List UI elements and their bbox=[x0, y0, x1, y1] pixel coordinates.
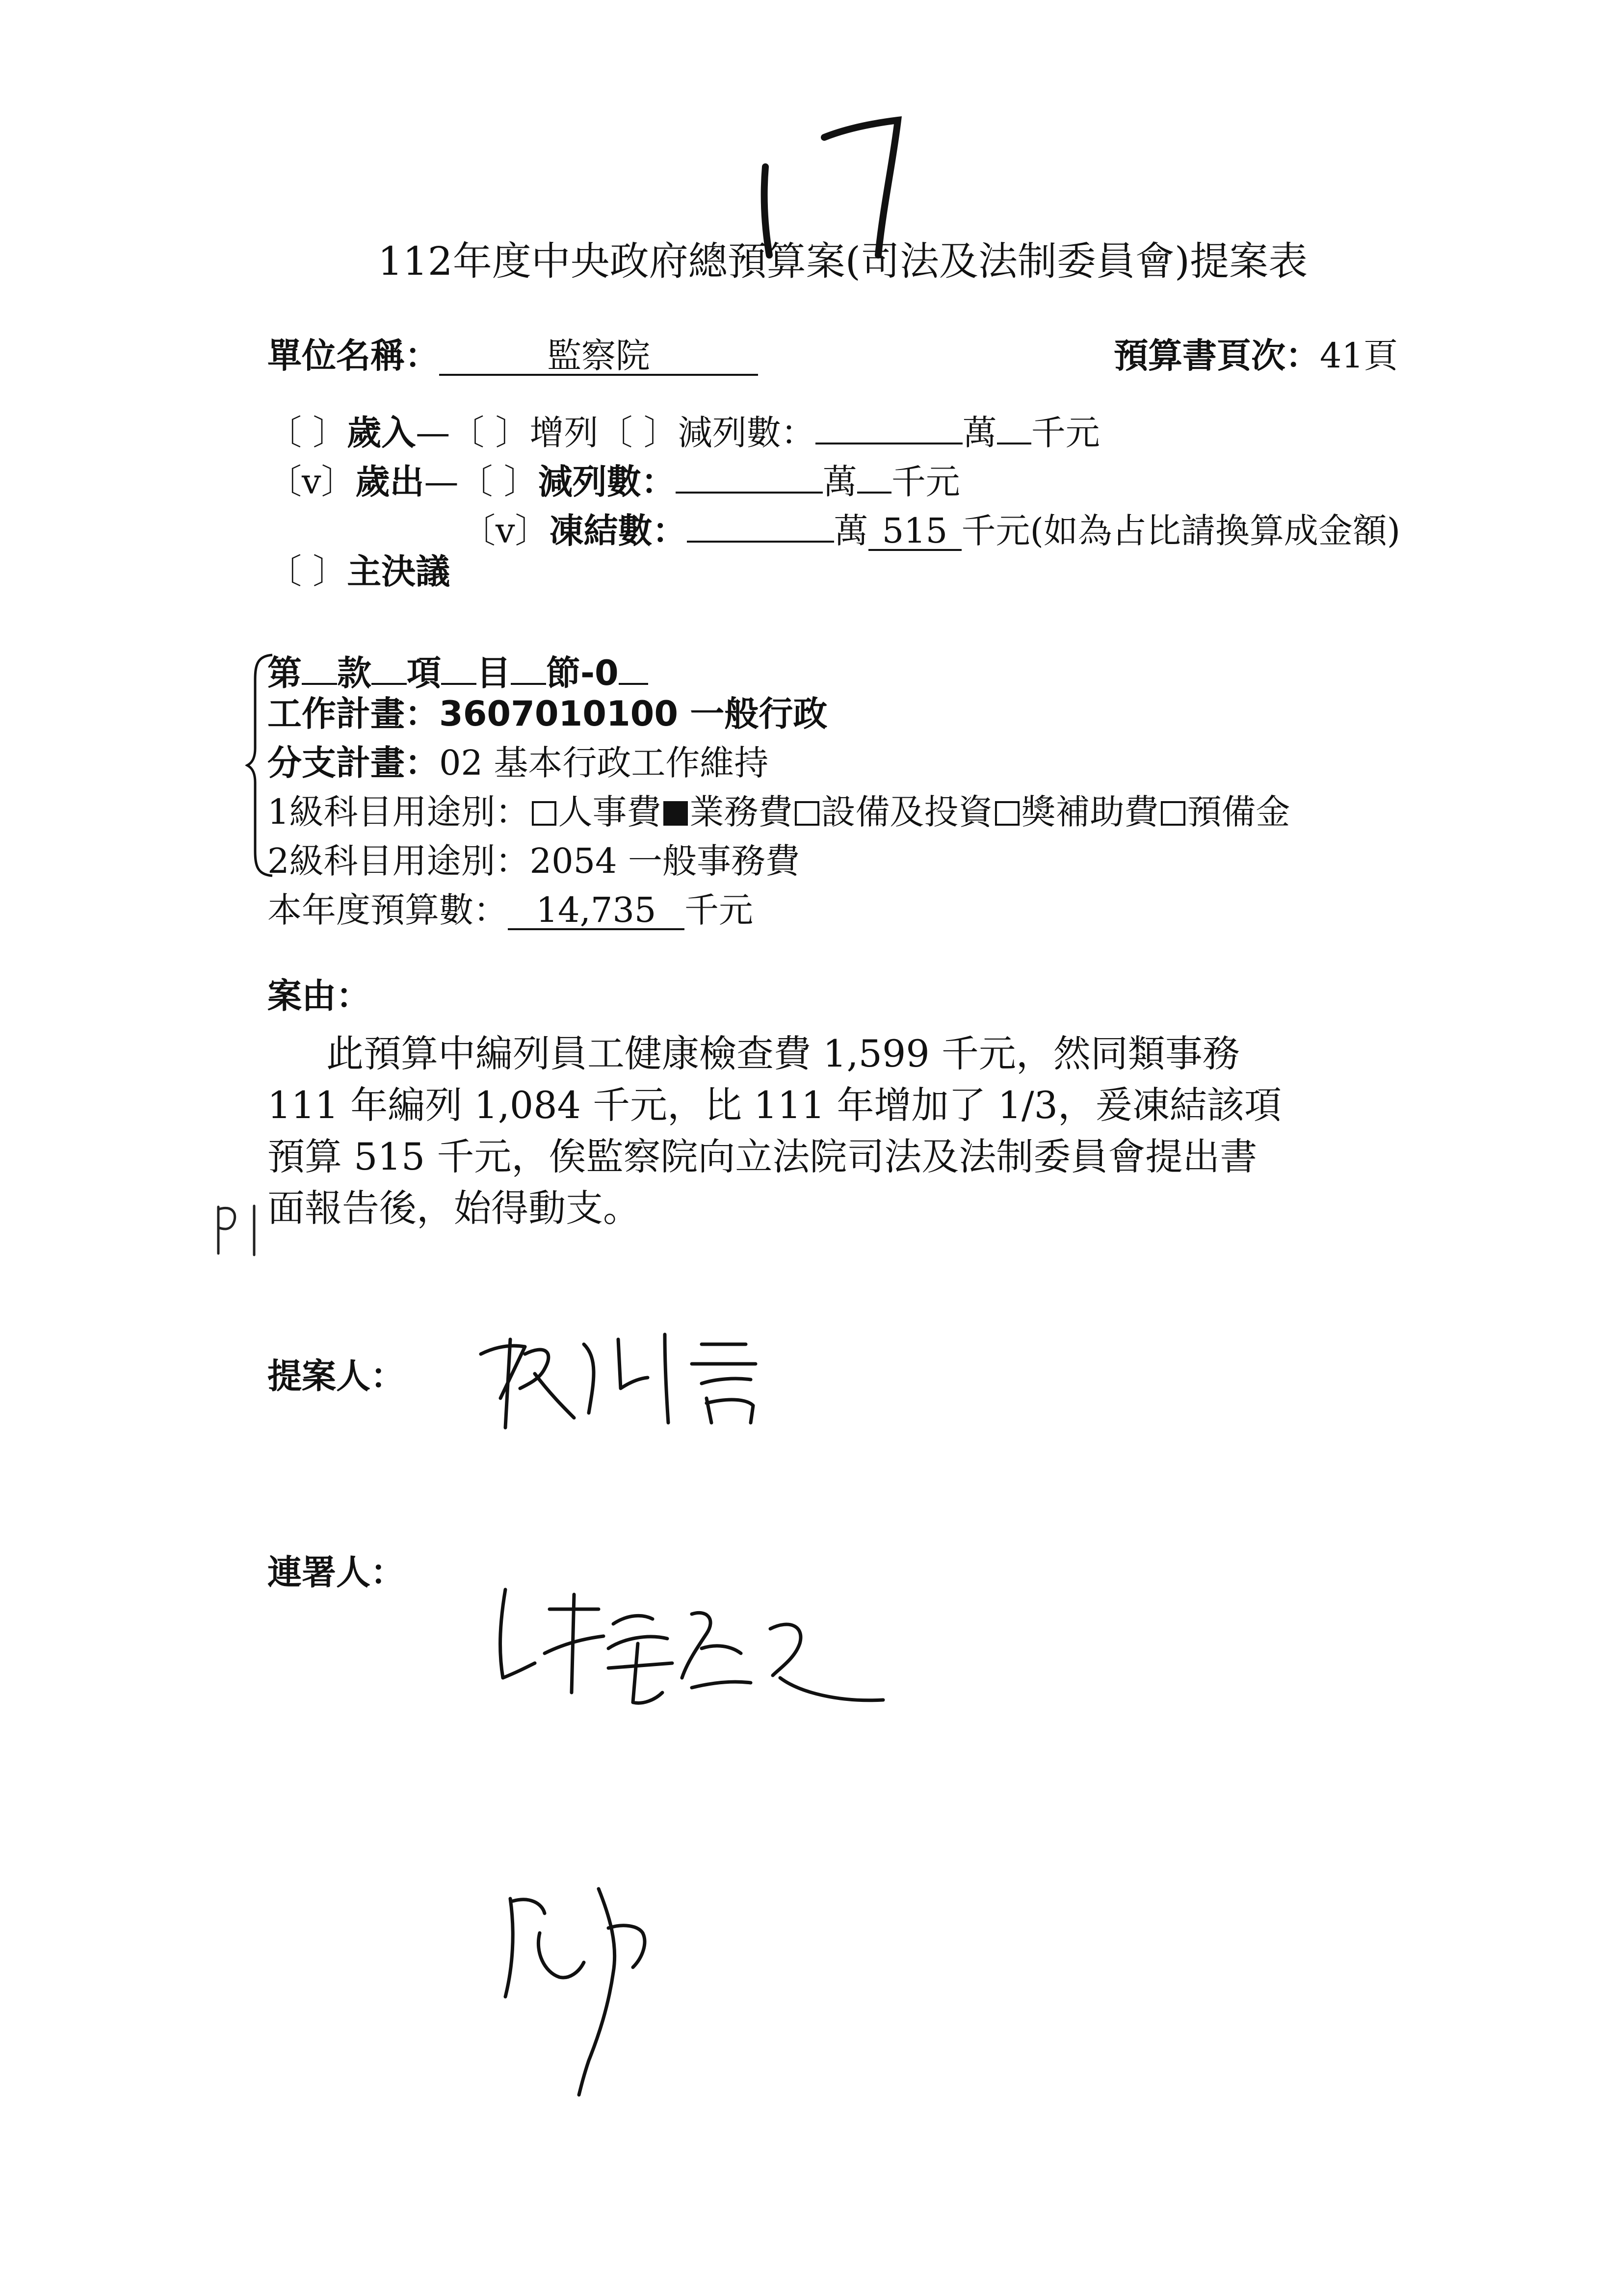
freeze-thousand-unit: 千元(如為占比請換算成金額) bbox=[961, 511, 1401, 551]
node-blank bbox=[619, 643, 648, 685]
revenue-thousand-blank bbox=[997, 402, 1031, 444]
resolution-bracket: 〔 〕 bbox=[267, 551, 347, 592]
reserve-label: 預備金 bbox=[1187, 792, 1290, 832]
item-label: 款 bbox=[337, 653, 371, 693]
resolution-label: 主決議 bbox=[347, 551, 450, 592]
freeze-row bbox=[461, 500, 1400, 553]
unit-label: 單位名稱： bbox=[267, 336, 439, 376]
increase-bracket: 〔 〕 bbox=[450, 413, 530, 453]
resolution-row bbox=[267, 549, 450, 594]
revenue-wan-blank bbox=[815, 402, 963, 444]
section-blank bbox=[302, 643, 337, 685]
cosigner-signature bbox=[486, 1580, 893, 1727]
proposer-label: 提案人： bbox=[267, 1356, 405, 1396]
third-signature bbox=[496, 1874, 702, 2105]
branch-plan-row bbox=[267, 741, 768, 785]
expenditure-wan-blank bbox=[676, 451, 823, 494]
checkbox-equipment bbox=[795, 801, 819, 826]
work-plan-value: 3607010100 一般行政 bbox=[439, 694, 828, 734]
increase-label: 增列 bbox=[529, 413, 599, 453]
level2-label: 2級科目用途別： bbox=[267, 841, 530, 881]
node-label: 節-0 bbox=[546, 653, 619, 693]
checkbox-reserve bbox=[1161, 801, 1185, 826]
operations-label: 業務費 bbox=[689, 792, 793, 832]
classification-line bbox=[267, 643, 648, 695]
branch-plan-label: 分支計畫： bbox=[267, 743, 439, 783]
expenditure-bracket: 〔v〕 bbox=[267, 462, 356, 502]
decrease-bracket: 〔 〕 bbox=[598, 413, 678, 453]
freeze-amount: 515 bbox=[868, 509, 962, 551]
revenue-thousand-unit: 千元 bbox=[1031, 413, 1100, 453]
item-blank bbox=[371, 643, 407, 685]
budget-page-row bbox=[1114, 334, 1398, 378]
revenue-wan-unit: 萬 bbox=[962, 413, 997, 453]
expenditure-decrease-bracket: 〔 〕 bbox=[458, 462, 538, 502]
reason-label: 案由： bbox=[267, 976, 370, 1016]
reason-line-4: 面報告後，始得動支。 bbox=[267, 1186, 640, 1230]
expenditure-wan-unit: 萬 bbox=[822, 462, 857, 502]
document-title: 112年度中央政府總預算案(司法及法制委員會)提案表 bbox=[378, 238, 1308, 284]
expenditure-row bbox=[267, 451, 960, 504]
equipment-label: 設備及投資 bbox=[821, 792, 993, 832]
subsidy-label: 獎補助費 bbox=[1021, 792, 1159, 832]
decrease-label: 減列數： bbox=[678, 413, 815, 453]
margin-note-p1 bbox=[211, 1197, 265, 1261]
unit-row bbox=[267, 334, 758, 378]
expenditure-label: 歲出 bbox=[355, 462, 424, 502]
freeze-bracket: 〔v〕 bbox=[461, 511, 550, 551]
branch-plan-value: 02 基本行政工作維持 bbox=[439, 743, 769, 783]
subitem-label: 項 bbox=[407, 653, 441, 693]
reason-line-1: 此預算中編列員工健康檢查費 1,599 千元，然同類事務 bbox=[326, 1032, 1240, 1075]
personnel-label: 人事費 bbox=[558, 792, 661, 832]
head-blank bbox=[511, 643, 546, 685]
budget-page-value: 41頁 bbox=[1320, 336, 1398, 376]
section-label: 第 bbox=[267, 653, 302, 693]
expenditure-sep: — bbox=[424, 462, 459, 502]
checkbox-operations bbox=[663, 801, 688, 826]
expenditure-thousand-unit: 千元 bbox=[891, 462, 960, 502]
expenditure-decrease-label: 減列數： bbox=[538, 462, 676, 502]
level1-row bbox=[267, 790, 1290, 834]
freeze-label: 凍結數： bbox=[549, 511, 687, 551]
level1-label: 1級科目用途別： bbox=[267, 792, 530, 832]
level2-value: 2054 一般事務費 bbox=[529, 841, 800, 881]
expenditure-thousand-blank bbox=[857, 451, 891, 494]
subitem-blank bbox=[441, 643, 476, 685]
revenue-row bbox=[267, 402, 1100, 455]
freeze-wan-blank bbox=[687, 500, 834, 543]
revenue-bracket: 〔 〕 bbox=[267, 413, 347, 453]
revenue-sep: — bbox=[416, 413, 450, 453]
annual-budget-label: 本年度預算數： bbox=[267, 890, 508, 930]
reason-line-2: 111 年編列 1,084 千元，比 111 年增加了 1/3，爰凍結該項 bbox=[267, 1083, 1282, 1127]
cosigner-label: 連署人： bbox=[267, 1552, 405, 1592]
reason-line-3: 預算 515 千元，俟監察院向立法院司法及法制委員會提出書 bbox=[267, 1135, 1257, 1178]
proposer-signature bbox=[471, 1325, 854, 1437]
annual-budget-value: 14,735 bbox=[508, 888, 684, 930]
annual-budget-row bbox=[267, 888, 753, 932]
work-plan-label: 工作計畫： bbox=[267, 694, 439, 734]
level2-row bbox=[267, 839, 800, 883]
freeze-wan-unit: 萬 bbox=[834, 511, 868, 551]
checkbox-subsidy bbox=[995, 801, 1020, 826]
work-plan-row bbox=[267, 692, 827, 736]
checkbox-personnel bbox=[532, 801, 556, 826]
revenue-label: 歲入 bbox=[347, 413, 416, 453]
budget-page-label: 預算書頁次： bbox=[1114, 336, 1320, 376]
head-label: 目 bbox=[476, 653, 511, 693]
annual-budget-unit: 千元 bbox=[684, 890, 753, 930]
unit-value: 監察院 bbox=[439, 334, 758, 376]
